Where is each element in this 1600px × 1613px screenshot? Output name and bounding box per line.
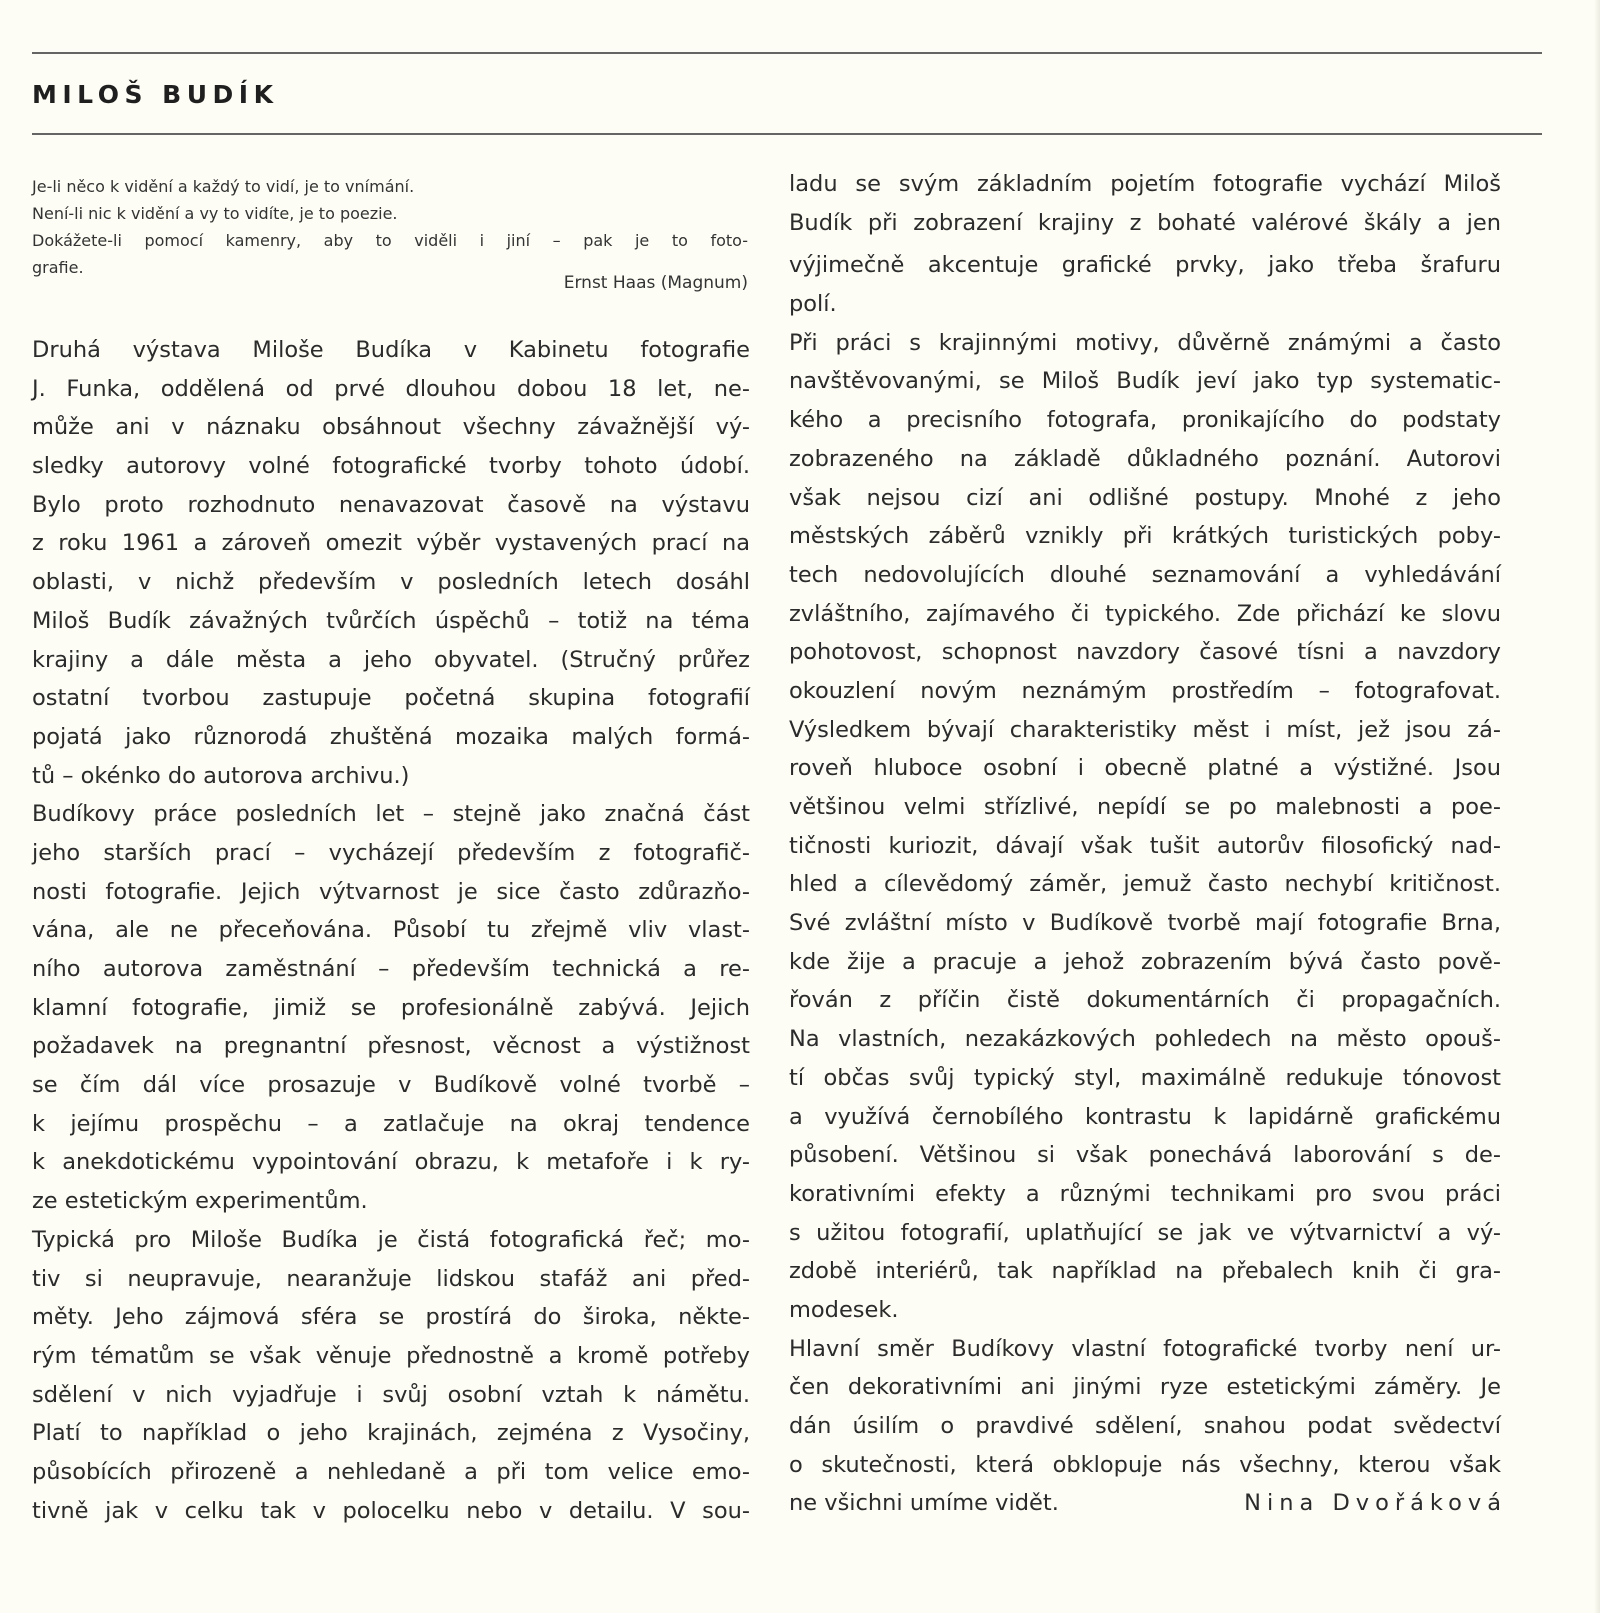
text-line: Miloš Budík závažných tvůrčích úspěchů – totiž na téma [32,607,750,634]
text-line: o skutečnosti, která obklopuje nás všechny, kterou však [789,1451,1501,1478]
text-line: korativními efekty a různými technikami pro svou práci [789,1180,1501,1207]
epigraph-line: Je-li něco k vidění a každý to vidí, je to vnímání. [32,177,415,196]
text-line: tí občas svůj typický styl, maximálně redukuje tónovost [789,1064,1501,1091]
text-line: kde žije a pracuje a jehož zobrazením bývá často pově- [789,948,1501,975]
text-line: kého a precisního fotografa, pronikajícího do podstaty [789,407,1501,434]
right-column-text [789,165,1507,1523]
text-line: k anekdotickému vypointování obrazu, k metafoře i k ry- [32,1149,750,1176]
author-signature: Nina Dvořáková [1244,1490,1507,1517]
text-line: Budíkovy práce posledních let – stejně jako značná část [32,801,750,828]
text-line: jeho starších prací – vycházejí především z fotografič- [32,839,750,866]
final-line [789,1484,1507,1523]
text-line: a využívá černobílého kontrastu k lapidárně grafickému [789,1103,1501,1130]
epigraph-line: Dokážete-li pomocí kamenry, aby to viděli i jiní – pak je to foto- [32,231,748,250]
text-line: pohotovost, schopnost navzdory časové tísni a navzdory [789,639,1501,666]
top-rule [32,52,1542,54]
left-column-text [32,331,750,1530]
text-line: výjimečně akcentuje grafické prvky, jako třeba šrafuru [789,252,1501,279]
text-line: Hlavní směr Budíkovy vlastní fotografické tvorby není ur- [789,1335,1501,1362]
text-line: se čím dál více prosazuje v Budíkově volné tvorbě – [32,1072,750,1099]
text-line: však nejsou cizí ani odlišné postupy. Mnohé z jeho [789,484,1501,511]
text-line: většinou velmi střízlivé, nepídí se po malebnosti a poe- [789,794,1501,820]
text-line: Druhá výstava Miloše Budíka v Kabinetu fotografie [32,337,750,363]
text-line: hled a cílevědomý záměr, jemuž často nechybí kritičnost. [789,871,1501,898]
text-line: s užitou fotografií, uplatňující se jak ve výtvarnictví a vý- [789,1219,1501,1246]
text-line: navštěvovanými, se Miloš Budík jeví jako typ systematic- [789,368,1501,395]
text-line: požadavek na pregnantní přesnost, věcnost a výstižnost [32,1033,750,1060]
text-line: J. Funka, oddělená od prvé dlouhou dobou 18 let, ne- [32,375,750,402]
text-line: zvláštního, zajímavého či typického. Zde přichází ke slovu [789,600,1501,627]
text-line: roveň hluboce osobní i obecně platné a výstižné. Jsou [789,755,1501,782]
text-line: ního autorova zaměstnání – především technická a re- [32,956,750,982]
text-line: tech nedovolujících dlouhé seznamování a vyhledávání [789,561,1501,588]
text-line: Bylo proto rozhodnuto nenavazovat časově na výstavu [32,491,750,518]
text-line: Platí to například o jeho krajinách, zejména z Vysočiny, [32,1420,750,1447]
epigraph-line: grafie. [32,258,84,277]
text-line: okouzlení novým neznámým prostředím – fotografovat. [789,677,1501,704]
text-line: Své zvláštní místo v Budíkově tvorbě mají fotografie Brna, [789,910,1501,937]
text-line: Budík při zobrazení krajiny z bohaté valérové škály a jen [789,209,1501,236]
text-line: ostatní tvorbou zastupuje početná skupina fotografií [32,685,750,712]
text-line: modesek. [789,1296,899,1323]
text-line: působících přirozeně a nehledaně a při tom velice emo- [32,1458,750,1485]
text-line: tičnosti kuriozit, dávají však tušit autorův filosofický nad- [789,832,1501,859]
text-line: Při práci s krajinnými motivy, důvěrně známými a často [789,329,1501,356]
epigraph-line: Není-li nic k vidění a vy to vidíte, je to poezie. [32,204,398,223]
text-line: zdobě interiérů, tak například na přebalech knih či gra- [789,1258,1501,1285]
text-line: rým tématům se však věnuje přednostně a kromě potřeby [32,1342,750,1369]
text-line: zobrazeného na základě důkladného poznání. Autorovi [789,445,1501,472]
title-bottom-rule [32,133,1542,135]
text-line: krajiny a dále města a jeho obyvatel. (Stručný průřez [32,646,750,673]
text-line: z roku 1961 a zároveň omezit výběr vystavených prací na [32,530,750,557]
text-line: Na vlastních, nezakázkových pohledech na město opouš- [789,1026,1501,1053]
epigraph-attribution: Ernst Haas (Magnum) [563,273,748,293]
text-line: měty. Jeho zájmová sféra se prostírá do široka, někte- [32,1304,750,1331]
text-line: tů – okénko do autorova archivu.) [32,762,410,789]
page-edge-shadow [1594,0,1600,1613]
text-line: vána, ale ne přeceňována. Působí tu zřejmě vliv vlast- [32,917,750,944]
text-line: dán úsilím o pravdivé sdělení, snahou podat svědectví [789,1413,1501,1439]
text-line: řován z příčin čistě dokumentárních či propagačních. [789,987,1501,1014]
epigraph-quote [32,173,748,293]
text-line: Výsledkem bývají charakteristiky měst i míst, jež jsou zá- [789,716,1501,743]
text-line: ze estetickým experimentům. [32,1188,368,1215]
text-line: městských záběrů vznikly při krátkých turistických poby- [789,523,1501,550]
text-line: může ani v náznaku obsáhnout všechny závažnější vý- [32,414,750,441]
text-line: čen dekorativními ani jinými ryze estetickými záměry. Je [789,1374,1501,1401]
article-title: MILOŠ BUDÍK [32,80,279,109]
text-line: tiv si neupravuje, nearanžuje lidskou stafáž ani před- [32,1265,750,1292]
text-line: sledky autorovy volné fotografické tvorby tohoto údobí. [32,453,750,480]
text-line: nosti fotografie. Jejich výtvarnost je sice často zdůrazňo- [32,878,750,905]
text-line: polí. [789,291,837,318]
text-line: oblasti, v nichž především v posledních letech dosáhl [32,569,750,596]
text-line: ne všichni umíme vidět. [789,1490,1059,1517]
text-line: ladu se svým základním pojetím fotografie vychází Miloš [789,171,1501,197]
text-line: působení. Většinou si však ponechává laborování s de- [789,1142,1501,1169]
text-line: k jejímu prospěchu – a zatlačuje na okraj tendence [32,1110,750,1137]
text-line: tivně jak v celku tak v polocelku nebo v detailu. V sou- [32,1497,750,1524]
text-line: pojatá jako různorodá zhuštěná mozaika malých formá- [32,723,750,750]
text-line: Typická pro Miloše Budíka je čistá fotografická řeč; mo- [32,1226,750,1253]
text-line: sdělení v nich vyjadřuje i svůj osobní vztah k námětu. [32,1381,750,1408]
text-line: klamní fotografie, jimiž se profesionálně zabývá. Jejich [32,994,750,1021]
